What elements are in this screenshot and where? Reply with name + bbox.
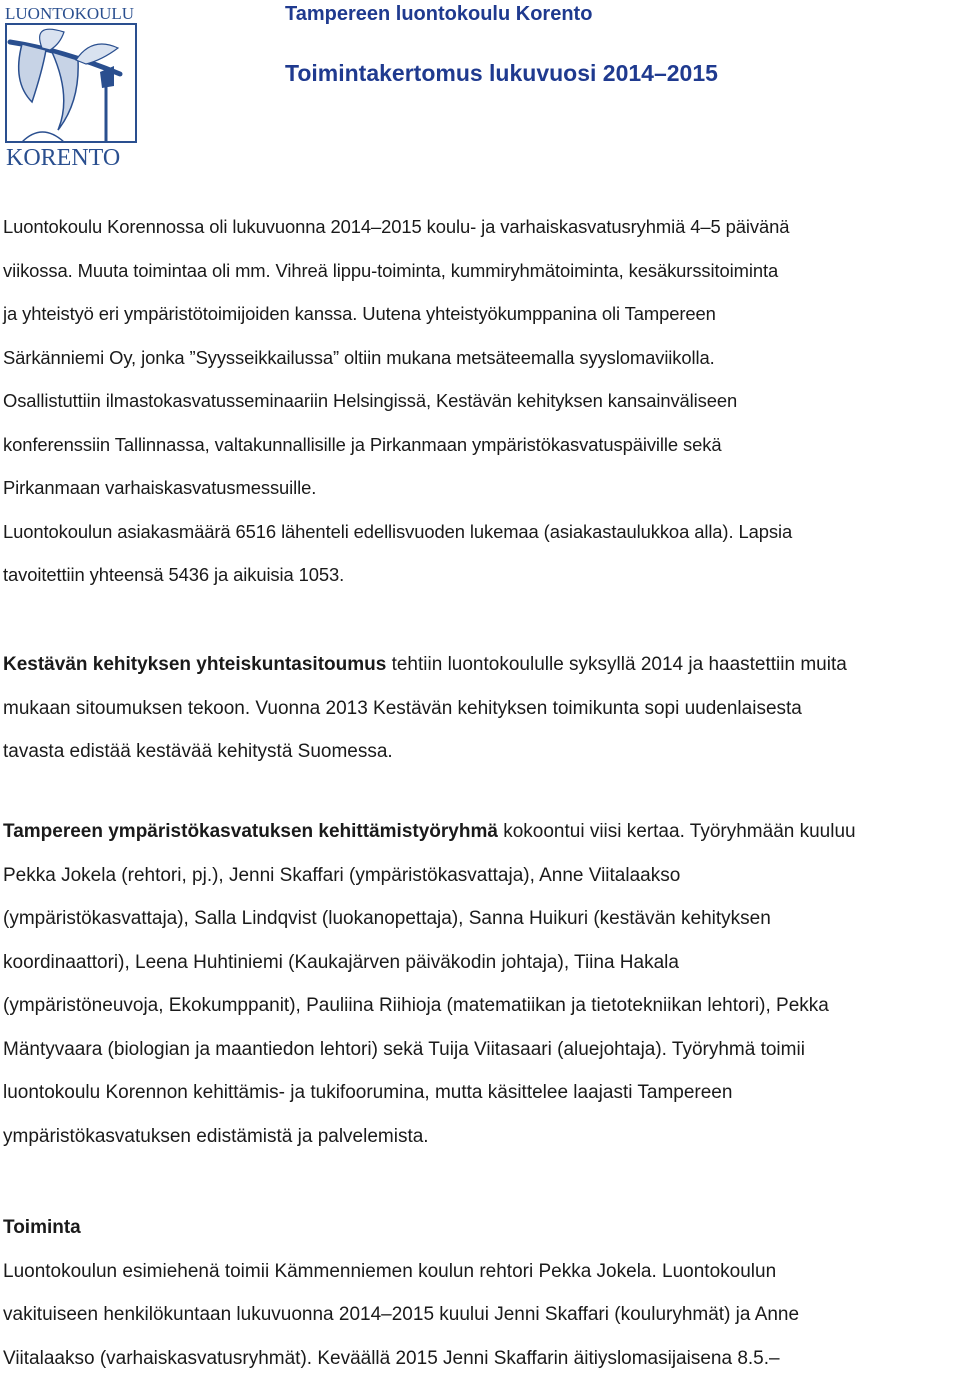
activity-line: Luontokoulun esimiehenä toimii Kämmenniemen koulun rehtori Pekka Jokela. Luontokoulun [3,1250,958,1294]
workgroup-line: luontokoulu Korennon kehittämis- ja tukifoorumina, mutta käsittelee laajasti Tampereen [3,1071,958,1115]
activity-heading: Toiminta [3,1217,81,1238]
intro-paragraph [3,205,958,597]
intro-line: Osallistuttiin ilmastokasvatusseminaariin Helsingissä, Kestävän kehityksen kansainväliseen [3,379,958,423]
intro-line: ja yhteistyö eri ympäristötoimijoiden kanssa. Uutena yhteistyökumppanina oli Tampereen [3,292,958,336]
workgroup-lead: Tampereen ympäristökasvatuksen kehittämistyöryhmä [3,821,498,842]
intro-line: viikossa. Muuta toimintaa oli mm. Vihreä lippu-toiminta, kummiryhmätoiminta, kesäkurssitoiminta [3,249,958,293]
workgroup-line: ympäristökasvatuksen edistämistä ja palvelemista. [3,1115,958,1159]
workgroup-line: Pekka Jokela (rehtori, pj.), Jenni Skaffari (ympäristökasvattaja), Anne Viitalaakso [3,854,958,898]
intro-line: Pirkanmaan varhaiskasvatusmessuille. [3,466,958,510]
sustainability-line: mukaan sitoumuksen tekoon. Vuonna 2013 Kestävän kehityksen toimikunta sopi uudenlaisesta [3,687,958,731]
workgroup-paragraph [3,810,958,1158]
document-title: Toimintakertomus lukuvuosi 2014–2015 [285,60,718,87]
intro-line: konferenssiin Tallinnassa, valtakunnallisille ja Pirkanmaan ympäristökasvatuspäiville sekä [3,423,958,467]
workgroup-line: (ympäristökasvattaja), Salla Lindqvist (luokanopettaja), Sanna Huikuri (kestävän kehityksen [3,897,958,941]
intro-line: Luontokoulu Korennossa oli lukuvuonna 2014–2015 koulu- ja varhaiskasvatusryhmiä 4–5 päivänä [3,205,958,249]
sustainability-paragraph [3,643,958,774]
sustainability-line [3,643,958,687]
logo-text-top: LUONTOKOULU [5,4,134,23]
intro-line: tavoitettiin yhteensä 5436 ja aikuisia 1053. [3,553,958,597]
activity-line: Viitalaakso (varhaiskasvatusryhmät). Keväällä 2015 Jenni Skaffarin äitiyslomasijaisena 8.5.– [3,1337,958,1380]
logo-text-bottom: KORENTO [6,145,120,170]
organization-title: Tampereen luontokoulu Korento [285,3,592,26]
workgroup-line1-rest: kokoontui viisi kertaa. Työryhmään kuuluu [498,821,856,842]
intro-line: Särkänniemi Oy, jonka ”Syysseikkailussa” oltiin mukana metsäteemalla syyslomaviikolla. [3,336,958,380]
sustainability-line1-rest: tehtiin luontokoululle syksyllä 2014 ja haastettiin muita [386,654,847,675]
workgroup-line: (ympäristöneuvoja, Ekokumppanit), Pauliina Riihioja (matematiikan ja tietotekniikan lehtori), Pekka [3,984,958,1028]
dragonfly-icon [2,2,140,170]
sustainability-line: tavasta edistää kestävää kehitystä Suomessa. [3,730,958,774]
workgroup-line: koordinaattori), Leena Huhtiniemi (Kaukajärven päiväkodin johtaja), Tiina Hakala [3,941,958,985]
korento-logo [2,2,140,170]
sustainability-lead: Kestävän kehityksen yhteiskuntasitoumus [3,654,386,675]
activity-section [3,1206,958,1380]
workgroup-line: Mäntyvaara (biologian ja maantiedon lehtori) sekä Tuija Viitasaari (aluejohtaja). Työryhmä toimii [3,1028,958,1072]
intro-line: Luontokoulun asiakasmäärä 6516 lähenteli edellisvuoden lukemaa (asiakastaulukkoa alla). Lapsia [3,510,958,554]
activity-line: vakituiseen henkilökuntaan lukuvuonna 2014–2015 kuului Jenni Skaffari (kouluryhmät) ja Anne [3,1293,958,1337]
workgroup-line [3,810,958,854]
